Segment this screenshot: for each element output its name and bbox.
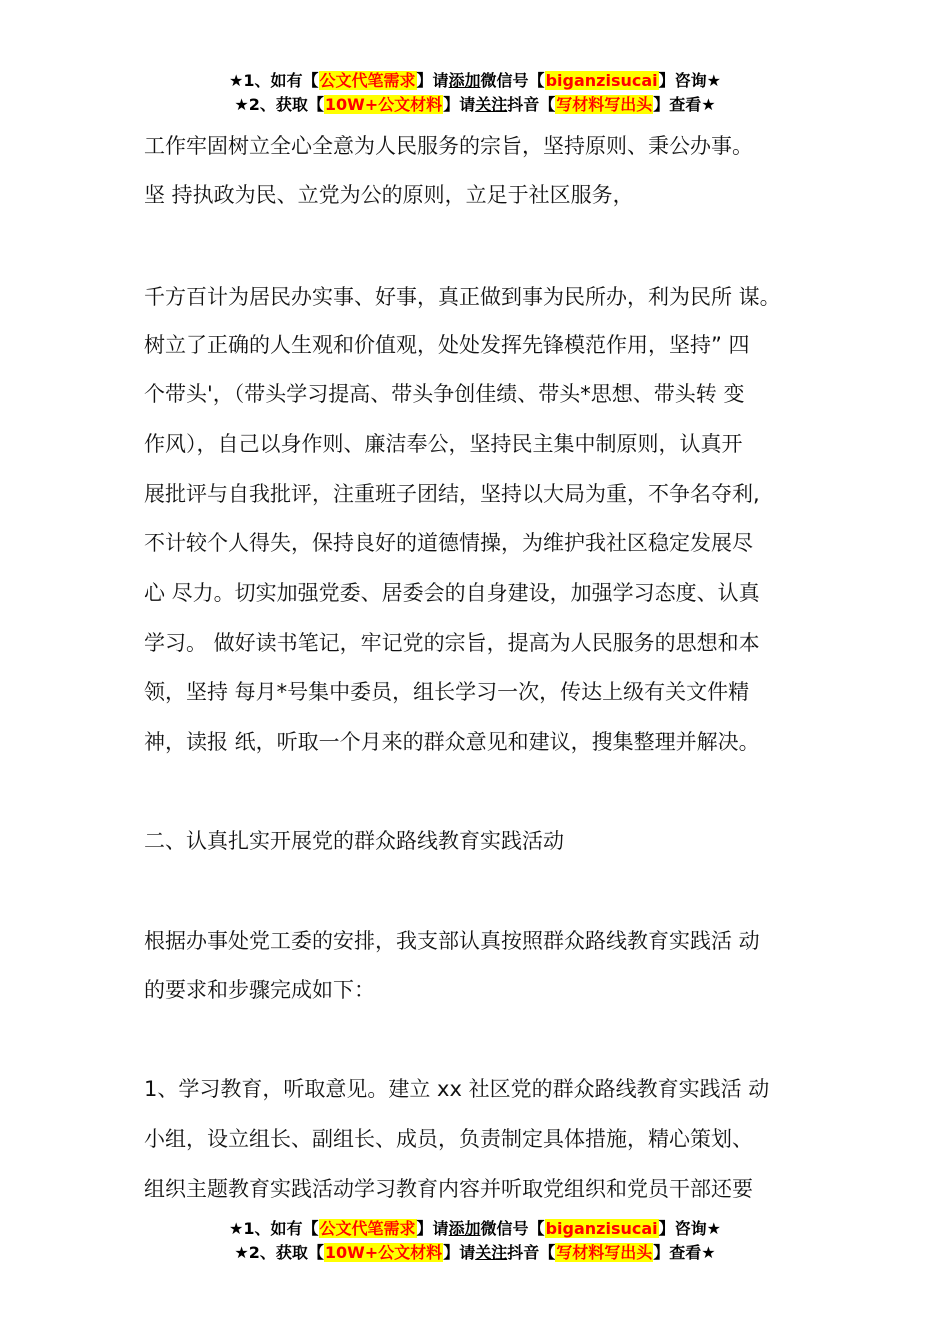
body-line: 个带头'，（带头学习提高、带头争创佳绩、带头*思想、带头转 变 bbox=[144, 382, 745, 406]
banner-line-2 bbox=[0, 93, 950, 117]
banner-text: ★2、获取【 bbox=[234, 1243, 324, 1262]
body-line: 神，读报 纸，听取一个月来的群众意见和建议，搜集整理并解决。 bbox=[144, 730, 760, 754]
banner-line-1 bbox=[0, 1217, 950, 1241]
body-line: 1、学习教育，听取意见。建立 xx 社区党的群众路线教育实践活 动 bbox=[144, 1077, 770, 1101]
banner-text: 】请 bbox=[416, 71, 449, 90]
banner-highlight: 写材料写出头 bbox=[556, 1243, 653, 1262]
banner-text: 微信号【 bbox=[480, 1219, 545, 1238]
header-banner bbox=[0, 69, 950, 117]
body-line: 坚 持执政为民、立党为公的原则，立足于社区服务， bbox=[144, 183, 634, 207]
body-line: 千方百计为居民办实事、好事，真正做到事为民所办，利为民所 谋。 bbox=[144, 285, 781, 309]
body-line: 树立了正确的人生观和价值观，处处发挥先锋模范作用，坚持” 四 bbox=[144, 333, 750, 357]
banner-text: ★2、获取【 bbox=[234, 95, 324, 114]
body-line: 根据办事处党工委的安排，我支部认真按照群众路线教育实践活 动 bbox=[144, 929, 760, 953]
footer-banner bbox=[0, 1217, 950, 1265]
body-line: 心 尽力。切实加强党委、居委会的自身建设，加强学习态度、认真 bbox=[144, 581, 760, 605]
banner-line-2 bbox=[0, 1241, 950, 1265]
banner-text: 】请 bbox=[443, 95, 476, 114]
banner-text: 】咨询★ bbox=[658, 1219, 721, 1238]
banner-underlined: 关注 bbox=[475, 95, 508, 114]
banner-text: 】查看★ bbox=[653, 1243, 716, 1262]
body-line: 工作牢固树立全心全意为人民服务的宗旨，坚持原则、秉公办事。 bbox=[144, 134, 753, 158]
banner-underlined: 添加 bbox=[448, 71, 481, 90]
banner-highlight: 10W+公文材料 bbox=[324, 95, 443, 114]
banner-text: 】咨询★ bbox=[658, 71, 721, 90]
body-line: 不计较个人得失，保持良好的道德情操，为维护我社区稳定发展尽 bbox=[144, 531, 753, 555]
body-line: 展批评与自我批评，注重班子团结，坚持以大局为重，不争名夺利, bbox=[144, 482, 760, 506]
body-line: 小组，设立组长、副组长、成员，负责制定具体措施，精心策划、 bbox=[144, 1127, 753, 1151]
body-line: 的要求和步骤完成如下： bbox=[144, 978, 375, 1002]
banner-highlight: 10W+公文材料 bbox=[324, 1243, 443, 1262]
banner-underlined: 关注 bbox=[475, 1243, 508, 1262]
banner-highlight: biganzisucai bbox=[545, 71, 658, 90]
banner-underlined: 添加 bbox=[448, 1219, 481, 1238]
banner-text: 】请 bbox=[443, 1243, 476, 1262]
body-line: 领，坚持 每月*号集中委员，组长学习一次，传达上级有关文件精 bbox=[144, 680, 750, 704]
banner-text: 抖音【 bbox=[507, 95, 556, 114]
banner-highlight: 写材料写出头 bbox=[556, 95, 653, 114]
banner-text: ★1、如有【 bbox=[229, 1219, 319, 1238]
banner-text: 】请 bbox=[416, 1219, 449, 1238]
body-line: 学习。 做好读书笔记，牢记党的宗旨，提高为人民服务的思想和本 bbox=[144, 631, 760, 655]
banner-text: 抖音【 bbox=[507, 1243, 556, 1262]
banner-highlight: 公文代笔需求 bbox=[319, 1219, 416, 1238]
banner-text: 】查看★ bbox=[653, 95, 716, 114]
banner-highlight: biganzisucai bbox=[545, 1219, 658, 1238]
body-line: 作风），自己以身作则、廉洁奉公，坚持民主集中制原则，认真开 bbox=[144, 432, 743, 456]
banner-highlight: 公文代笔需求 bbox=[319, 71, 416, 90]
banner-line-1 bbox=[0, 69, 950, 93]
section-heading: 二、认真扎实开展党的群众路线教育实践活动 bbox=[144, 829, 564, 853]
banner-text: 微信号【 bbox=[480, 71, 545, 90]
body-line: 组织主题教育实践活动学习教育内容并听取党组织和党员干部还要 bbox=[144, 1177, 753, 1201]
banner-text: ★1、如有【 bbox=[229, 71, 319, 90]
